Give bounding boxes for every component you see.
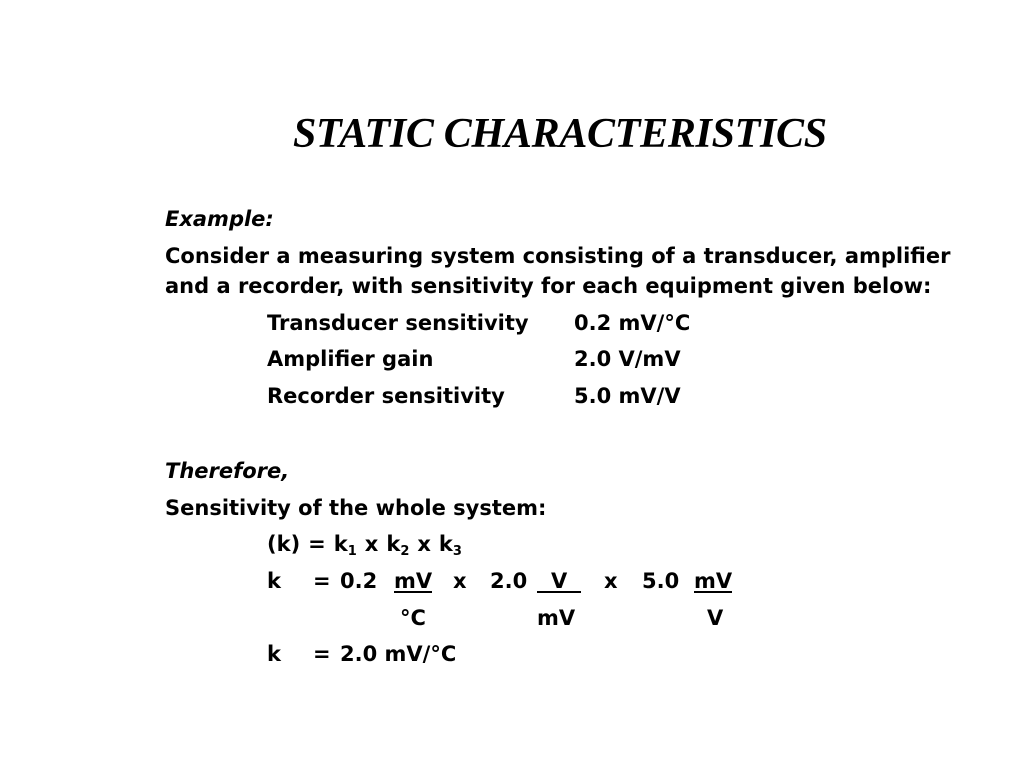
calc-lhs: k [267, 569, 281, 593]
factor-numerator: V [537, 569, 581, 593]
product-factor [386, 532, 410, 559]
result-lhs: k [267, 642, 281, 666]
equipment-value: 2.0 V/mV [574, 347, 681, 371]
calc-operator: x [604, 569, 618, 593]
therefore-label: Therefore, [165, 459, 290, 483]
factor-value: 0.2 [340, 569, 378, 593]
slide-title: STATIC CHARACTERISTICS [293, 111, 827, 157]
product-operator: x [364, 532, 379, 556]
factor-symbol: k [386, 532, 401, 556]
factor-numerator: mV [394, 569, 433, 593]
example-label: Example: [165, 207, 274, 231]
factor-denominator: mV [537, 606, 576, 630]
calc-equals: = [313, 569, 331, 593]
intro-line-1: Consider a measuring system consisting of a transducer, amplifier [165, 244, 951, 268]
product-operator: x [417, 532, 431, 556]
result-equals: = [313, 642, 331, 666]
product-formula [267, 532, 462, 559]
calc-operator: x [453, 569, 467, 593]
factor-subscript: 2 [400, 544, 410, 559]
product-equals: = [308, 532, 326, 556]
equipment-name: Recorder sensitivity [267, 384, 505, 408]
equipment-value: 5.0 mV/V [574, 384, 681, 408]
equipment-name: Transducer sensitivity [267, 311, 529, 335]
equipment-value: 0.2 mV/°C [574, 311, 691, 335]
whole-system-label: Sensitivity of the whole system: [165, 496, 547, 520]
equipment-name: Amplifier gain [267, 347, 434, 371]
factor-denominator: °C [400, 606, 426, 630]
factor-numerator: mV [694, 569, 733, 593]
factor-denominator: V [707, 606, 724, 630]
factor-symbol: k [438, 532, 453, 556]
factor-symbol: k [333, 532, 348, 556]
factor-value: 5.0 [642, 569, 680, 593]
factor-subscript: 1 [347, 544, 357, 559]
product-lhs: (k) [267, 532, 301, 556]
factor-subscript: 3 [452, 544, 462, 559]
product-factor [333, 532, 357, 559]
intro-line-2: and a recorder, with sensitivity for each equipment given below: [165, 274, 932, 298]
product-factor [438, 532, 462, 559]
factor-value: 2.0 [490, 569, 528, 593]
result-value: 2.0 mV/°C [340, 642, 457, 666]
